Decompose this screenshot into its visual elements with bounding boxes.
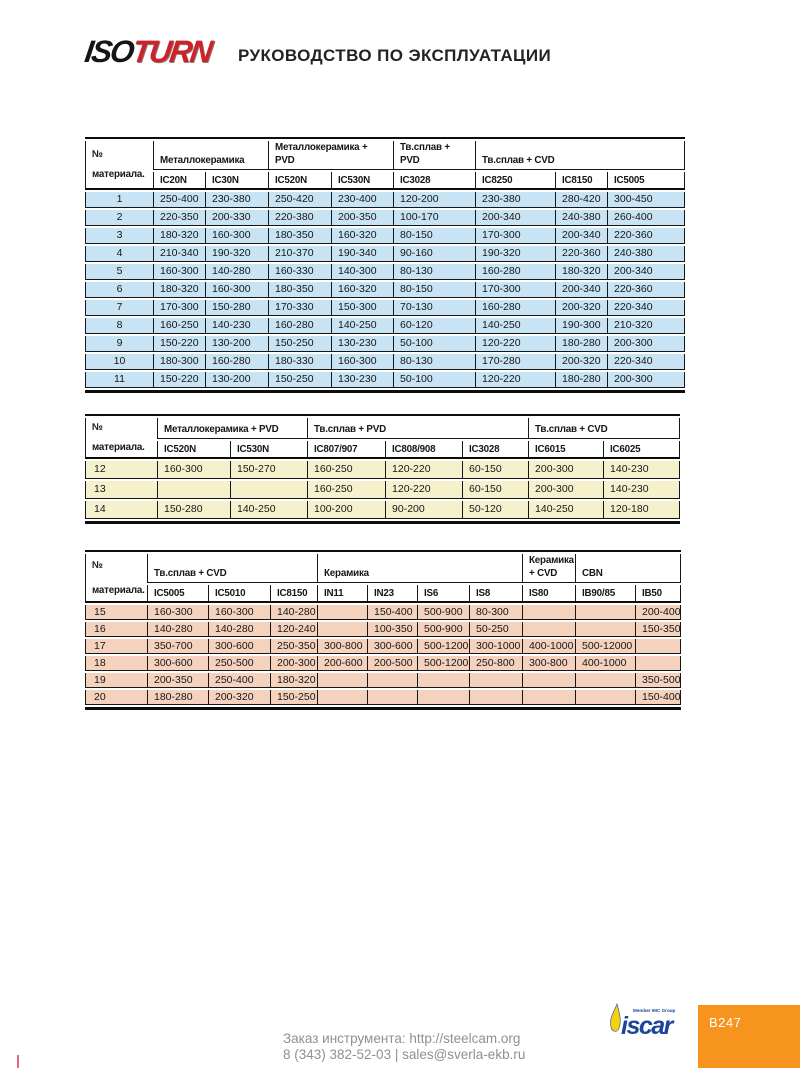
material-number: 15 bbox=[85, 605, 147, 620]
speed-range-cell: 180-280 bbox=[147, 690, 208, 705]
speed-range-cell: 180-320 bbox=[153, 228, 205, 244]
speed-range-cell: 80-150 bbox=[393, 228, 475, 244]
grade-header: IC530N bbox=[230, 441, 307, 459]
speed-range-cell: 210-370 bbox=[268, 246, 331, 262]
speed-range-cell: 150-280 bbox=[205, 300, 268, 316]
speed-range-cell: 80-300 bbox=[469, 605, 522, 620]
table-row bbox=[85, 192, 685, 208]
speed-range-cell: 160-320 bbox=[331, 282, 393, 298]
row-header-line: материала. bbox=[92, 169, 145, 180]
speed-range-cell: 160-300 bbox=[331, 354, 393, 370]
speed-range-cell: 100-170 bbox=[393, 210, 475, 226]
table-row bbox=[85, 639, 681, 654]
speed-range-cell: 140-230 bbox=[205, 318, 268, 334]
speed-range-cell: 50-100 bbox=[393, 372, 475, 388]
speed-range-cell: 160-280 bbox=[475, 264, 555, 280]
speed-range-cell bbox=[157, 481, 230, 499]
grade-header: IC520N bbox=[268, 172, 331, 190]
speed-range-cell: 250-800 bbox=[469, 656, 522, 671]
speed-range-cell bbox=[469, 673, 522, 688]
speed-range-cell: 120-220 bbox=[475, 336, 555, 352]
speed-range-cell: 140-280 bbox=[205, 264, 268, 280]
grade-header: IB90/85 bbox=[575, 585, 635, 603]
speed-range-cell: 180-280 bbox=[555, 372, 607, 388]
page-number: B247 bbox=[709, 1015, 742, 1030]
table-row bbox=[85, 264, 685, 280]
speed-range-cell: 80-150 bbox=[393, 282, 475, 298]
row-header bbox=[85, 418, 157, 459]
speed-range-cell: 70-130 bbox=[393, 300, 475, 316]
group-header: Тв.сплав + PVD bbox=[393, 141, 475, 170]
material-number: 8 bbox=[85, 318, 153, 334]
material-number: 20 bbox=[85, 690, 147, 705]
table-row bbox=[85, 228, 685, 244]
speed-range-cell: 200-300 bbox=[607, 372, 685, 388]
flame-icon bbox=[611, 1004, 621, 1031]
table-row bbox=[85, 690, 681, 705]
speed-range-cell bbox=[230, 481, 307, 499]
material-number: 5 bbox=[85, 264, 153, 280]
speed-range-cell: 200-350 bbox=[331, 210, 393, 226]
speed-range-cell: 190-320 bbox=[205, 246, 268, 262]
speed-range-cell: 160-300 bbox=[153, 264, 205, 280]
speed-range-cell: 100-200 bbox=[307, 501, 385, 519]
speed-range-cell: 180-330 bbox=[268, 354, 331, 370]
speed-range-cell: 150-250 bbox=[268, 372, 331, 388]
speed-range-cell: 80-130 bbox=[393, 354, 475, 370]
group-header: Тв.сплав + CVD bbox=[147, 554, 317, 583]
group-header: Тв.сплав + PVD bbox=[307, 418, 528, 439]
table-row bbox=[85, 501, 680, 519]
material-number: 10 bbox=[85, 354, 153, 370]
iscar-wordmark: iscar bbox=[621, 1012, 672, 1040]
speed-range-cell: 140-250 bbox=[475, 318, 555, 334]
speed-range-cell: 200-300 bbox=[270, 656, 317, 671]
speed-range-cell: 150-250 bbox=[268, 336, 331, 352]
speed-range-cell: 210-340 bbox=[153, 246, 205, 262]
speed-range-cell: 140-280 bbox=[147, 622, 208, 637]
speed-range-cell: 200-340 bbox=[555, 228, 607, 244]
speed-range-cell: 150-280 bbox=[157, 501, 230, 519]
speed-range-cell: 90-160 bbox=[393, 246, 475, 262]
speed-range-cell: 160-250 bbox=[307, 481, 385, 499]
speed-range-cell: 150-350 bbox=[635, 622, 681, 637]
speed-range-cell bbox=[522, 605, 575, 620]
speed-range-cell: 140-230 bbox=[603, 481, 680, 499]
grade-header: IC6025 bbox=[603, 441, 680, 459]
speed-range-cell bbox=[367, 690, 417, 705]
group-header: Металлокерамика + PVD bbox=[268, 141, 393, 170]
speed-range-cell: 400-1000 bbox=[575, 656, 635, 671]
speed-range-cell: 160-330 bbox=[268, 264, 331, 280]
speed-range-cell: 220-350 bbox=[153, 210, 205, 226]
material-number: 4 bbox=[85, 246, 153, 262]
row-header-line: материала. bbox=[92, 442, 145, 453]
speed-range-cell: 160-280 bbox=[268, 318, 331, 334]
group-header: Керамика bbox=[317, 554, 522, 583]
speed-range-cell bbox=[317, 622, 367, 637]
row-header-line: материала. bbox=[92, 584, 145, 596]
speed-range-cell: 500-1200 bbox=[417, 639, 469, 654]
table-row bbox=[85, 622, 681, 637]
speed-range-cell: 200-340 bbox=[607, 264, 685, 280]
grade-header: IC807/907 bbox=[307, 441, 385, 459]
table-row bbox=[85, 318, 685, 334]
material-number: 18 bbox=[85, 656, 147, 671]
speed-range-cell: 160-280 bbox=[475, 300, 555, 316]
speed-range-cell: 50-100 bbox=[393, 336, 475, 352]
speed-range-cell: 200-320 bbox=[555, 354, 607, 370]
speed-table-2 bbox=[85, 414, 680, 524]
grade-header: IS80 bbox=[522, 585, 575, 603]
brand-logo bbox=[82, 34, 213, 70]
grade-header: IC808/908 bbox=[385, 441, 462, 459]
speed-range-cell bbox=[317, 673, 367, 688]
material-number: 1 bbox=[85, 192, 153, 208]
row-header bbox=[85, 141, 153, 190]
speed-range-cell bbox=[317, 605, 367, 620]
material-number: 16 bbox=[85, 622, 147, 637]
footer-contact-block bbox=[283, 1031, 525, 1063]
speed-range-cell bbox=[575, 690, 635, 705]
speed-table-3 bbox=[85, 550, 681, 710]
speed-range-cell: 150-400 bbox=[367, 605, 417, 620]
grade-header: IC8150 bbox=[270, 585, 317, 603]
speed-range-cell: 50-250 bbox=[469, 622, 522, 637]
speed-range-cell: 220-360 bbox=[555, 246, 607, 262]
iscar-logo-graphic bbox=[606, 1001, 690, 1045]
row-header-line: № bbox=[92, 559, 103, 571]
speed-range-cell bbox=[635, 656, 681, 671]
grade-header: IN23 bbox=[367, 585, 417, 603]
speed-range-cell: 250-400 bbox=[153, 192, 205, 208]
speed-range-cell bbox=[575, 605, 635, 620]
speed-range-cell: 200-350 bbox=[147, 673, 208, 688]
grade-header: IS6 bbox=[417, 585, 469, 603]
material-number: 19 bbox=[85, 673, 147, 688]
speed-range-cell: 200-320 bbox=[208, 690, 270, 705]
speed-range-cell: 210-320 bbox=[607, 318, 685, 334]
brand-logo-iso: ISO bbox=[82, 34, 135, 69]
speed-range-cell: 160-250 bbox=[153, 318, 205, 334]
speed-range-cell: 160-300 bbox=[208, 605, 270, 620]
speed-range-cell: 200-400 bbox=[635, 605, 681, 620]
speed-range-cell bbox=[522, 673, 575, 688]
speed-range-cell: 200-300 bbox=[528, 481, 603, 499]
speed-range-cell: 160-300 bbox=[157, 461, 230, 479]
speed-range-cell: 350-700 bbox=[147, 639, 208, 654]
group-header: Тв.сплав + CVD bbox=[528, 418, 680, 439]
speed-range-cell: 190-300 bbox=[555, 318, 607, 334]
grade-header: IB50 bbox=[635, 585, 681, 603]
row-header-line: № bbox=[92, 149, 103, 160]
speed-range-cell: 130-230 bbox=[331, 372, 393, 388]
grade-header: IC5005 bbox=[607, 172, 685, 190]
speed-range-cell: 230-400 bbox=[331, 192, 393, 208]
speed-range-cell: 230-380 bbox=[475, 192, 555, 208]
speed-range-cell bbox=[575, 673, 635, 688]
speed-range-cell: 190-340 bbox=[331, 246, 393, 262]
table-row bbox=[85, 246, 685, 262]
speed-range-cell: 120-240 bbox=[270, 622, 317, 637]
grade-header: IS8 bbox=[469, 585, 522, 603]
speed-range-cell: 120-220 bbox=[385, 461, 462, 479]
speed-range-cell: 220-360 bbox=[607, 228, 685, 244]
table-row bbox=[85, 336, 685, 352]
speed-range-cell: 80-130 bbox=[393, 264, 475, 280]
speed-range-cell: 250-500 bbox=[208, 656, 270, 671]
speed-range-cell bbox=[635, 639, 681, 654]
speed-range-cell: 120-220 bbox=[385, 481, 462, 499]
speed-range-cell: 130-230 bbox=[331, 336, 393, 352]
material-number: 7 bbox=[85, 300, 153, 316]
speed-range-cell: 160-250 bbox=[307, 461, 385, 479]
speed-range-cell: 300-600 bbox=[147, 656, 208, 671]
grade-header: IC30N bbox=[205, 172, 268, 190]
speed-range-cell bbox=[522, 622, 575, 637]
speed-range-cell: 400-1000 bbox=[522, 639, 575, 654]
speed-range-cell: 200-600 bbox=[317, 656, 367, 671]
speed-range-cell: 170-300 bbox=[475, 228, 555, 244]
speed-range-cell: 60-150 bbox=[462, 461, 528, 479]
speed-range-cell: 180-320 bbox=[153, 282, 205, 298]
speed-range-cell: 160-300 bbox=[205, 282, 268, 298]
footer-contact-line: 8 (343) 382-52-03 | sales@sverla-ekb.ru bbox=[283, 1047, 526, 1062]
row-header-line: № bbox=[92, 422, 103, 433]
group-header: CBN bbox=[575, 554, 681, 583]
speed-range-cell: 140-230 bbox=[603, 461, 680, 479]
speed-range-cell: 220-340 bbox=[607, 300, 685, 316]
iscar-member-text: Member IMC Group bbox=[633, 1008, 676, 1013]
speed-range-cell: 300-1000 bbox=[469, 639, 522, 654]
speed-range-cell bbox=[317, 690, 367, 705]
row-header bbox=[85, 554, 147, 603]
speed-range-cell: 50-120 bbox=[462, 501, 528, 519]
material-number: 6 bbox=[85, 282, 153, 298]
grade-header: IC3028 bbox=[462, 441, 528, 459]
material-number: 2 bbox=[85, 210, 153, 226]
speed-range-cell: 140-280 bbox=[208, 622, 270, 637]
speed-range-cell: 500-900 bbox=[417, 622, 469, 637]
table-row bbox=[85, 605, 681, 620]
footer-order-line: Заказ инструмента: http://steelcam.org bbox=[283, 1031, 521, 1046]
speed-range-cell: 180-320 bbox=[555, 264, 607, 280]
speed-range-cell: 130-200 bbox=[205, 372, 268, 388]
table-row bbox=[85, 673, 681, 688]
speed-range-cell: 150-220 bbox=[153, 372, 205, 388]
speed-range-cell: 130-200 bbox=[205, 336, 268, 352]
crop-mark bbox=[17, 1055, 19, 1068]
speed-range-cell: 90-200 bbox=[385, 501, 462, 519]
speed-range-cell: 170-330 bbox=[268, 300, 331, 316]
speed-range-cell: 120-200 bbox=[393, 192, 475, 208]
speed-range-cell: 120-220 bbox=[475, 372, 555, 388]
speed-range-cell: 140-300 bbox=[331, 264, 393, 280]
material-number: 11 bbox=[85, 372, 153, 388]
speed-range-cell: 230-380 bbox=[205, 192, 268, 208]
material-number: 12 bbox=[85, 461, 157, 479]
brand-logo-turn: TURN bbox=[130, 34, 214, 69]
material-number: 3 bbox=[85, 228, 153, 244]
grade-header: IC6015 bbox=[528, 441, 603, 459]
speed-range-cell: 180-280 bbox=[555, 336, 607, 352]
speed-range-cell: 180-300 bbox=[153, 354, 205, 370]
speed-range-cell: 200-320 bbox=[555, 300, 607, 316]
table-row bbox=[85, 481, 680, 499]
speed-range-cell: 260-400 bbox=[607, 210, 685, 226]
speed-range-cell bbox=[522, 690, 575, 705]
speed-range-cell: 160-320 bbox=[331, 228, 393, 244]
grade-header: IC520N bbox=[157, 441, 230, 459]
speed-range-cell: 220-340 bbox=[607, 354, 685, 370]
speed-range-cell: 500-12000 bbox=[575, 639, 635, 654]
page-number-badge bbox=[698, 1005, 800, 1068]
speed-range-cell: 150-250 bbox=[270, 690, 317, 705]
speed-range-cell: 280-420 bbox=[555, 192, 607, 208]
table-row bbox=[85, 372, 685, 388]
grade-header: IC530N bbox=[331, 172, 393, 190]
speed-range-cell: 150-270 bbox=[230, 461, 307, 479]
speed-table-1 bbox=[85, 137, 685, 393]
table-row bbox=[85, 354, 685, 370]
speed-range-cell: 220-360 bbox=[607, 282, 685, 298]
page-title: РУКОВОДСТВО ПО ЭКСПЛУАТАЦИИ bbox=[238, 46, 552, 65]
speed-range-cell: 140-250 bbox=[230, 501, 307, 519]
speed-range-cell: 200-340 bbox=[475, 210, 555, 226]
group-header: Керамика + CVD bbox=[522, 554, 575, 583]
speed-range-cell: 150-300 bbox=[331, 300, 393, 316]
speed-range-cell: 250-350 bbox=[270, 639, 317, 654]
speed-range-cell: 160-300 bbox=[147, 605, 208, 620]
speed-range-cell: 180-320 bbox=[270, 673, 317, 688]
speed-range-cell: 350-500 bbox=[635, 673, 681, 688]
speed-range-cell: 200-300 bbox=[528, 461, 603, 479]
material-number: 13 bbox=[85, 481, 157, 499]
material-number: 17 bbox=[85, 639, 147, 654]
speed-range-cell bbox=[417, 673, 469, 688]
grade-header: IN11 bbox=[317, 585, 367, 603]
speed-range-cell: 170-300 bbox=[475, 282, 555, 298]
material-number: 14 bbox=[85, 501, 157, 519]
speed-range-cell: 100-350 bbox=[367, 622, 417, 637]
speed-range-cell: 160-280 bbox=[205, 354, 268, 370]
speed-range-cell bbox=[417, 690, 469, 705]
speed-range-cell: 300-800 bbox=[317, 639, 367, 654]
speed-range-cell: 240-380 bbox=[607, 246, 685, 262]
speed-range-cell: 240-380 bbox=[555, 210, 607, 226]
group-header: Тв.сплав + CVD bbox=[475, 141, 685, 170]
speed-range-cell: 170-280 bbox=[475, 354, 555, 370]
table-row bbox=[85, 300, 685, 316]
speed-range-cell: 180-350 bbox=[268, 228, 331, 244]
speed-range-cell: 300-600 bbox=[367, 639, 417, 654]
table-row bbox=[85, 656, 681, 671]
speed-range-cell: 200-300 bbox=[607, 336, 685, 352]
speed-range-cell: 300-600 bbox=[208, 639, 270, 654]
table-row bbox=[85, 282, 685, 298]
speed-range-cell: 500-1200 bbox=[417, 656, 469, 671]
grade-header: IC5005 bbox=[147, 585, 208, 603]
table-row bbox=[85, 461, 680, 479]
speed-range-cell: 60-150 bbox=[462, 481, 528, 499]
speed-range-cell: 300-800 bbox=[522, 656, 575, 671]
speed-range-cell: 250-420 bbox=[268, 192, 331, 208]
speed-range-cell: 200-500 bbox=[367, 656, 417, 671]
speed-range-cell: 200-330 bbox=[205, 210, 268, 226]
speed-range-cell bbox=[469, 690, 522, 705]
material-number: 9 bbox=[85, 336, 153, 352]
grade-header: IC5010 bbox=[208, 585, 270, 603]
speed-range-cell: 170-300 bbox=[153, 300, 205, 316]
speed-range-cell: 200-340 bbox=[555, 282, 607, 298]
speed-range-cell bbox=[367, 673, 417, 688]
grade-header: IC20N bbox=[153, 172, 205, 190]
table-row bbox=[85, 210, 685, 226]
speed-range-cell: 140-250 bbox=[528, 501, 603, 519]
speed-range-cell bbox=[575, 622, 635, 637]
speed-range-cell: 60-120 bbox=[393, 318, 475, 334]
speed-range-cell: 250-400 bbox=[208, 673, 270, 688]
speed-range-cell: 500-900 bbox=[417, 605, 469, 620]
speed-range-cell: 120-180 bbox=[603, 501, 680, 519]
speed-range-cell: 190-320 bbox=[475, 246, 555, 262]
speed-range-cell: 300-450 bbox=[607, 192, 685, 208]
speed-range-cell: 150-220 bbox=[153, 336, 205, 352]
grade-header: IC8150 bbox=[555, 172, 607, 190]
speed-range-cell: 150-400 bbox=[635, 690, 681, 705]
group-header: Металлокерамика + PVD bbox=[157, 418, 307, 439]
iscar-logo bbox=[606, 1001, 690, 1045]
speed-range-cell: 160-300 bbox=[205, 228, 268, 244]
group-header: Металлокерамика bbox=[153, 141, 268, 170]
grade-header: IC8250 bbox=[475, 172, 555, 190]
grade-header: IC3028 bbox=[393, 172, 475, 190]
speed-range-cell: 140-280 bbox=[270, 605, 317, 620]
speed-range-cell: 220-380 bbox=[268, 210, 331, 226]
speed-range-cell: 140-250 bbox=[331, 318, 393, 334]
speed-range-cell: 180-350 bbox=[268, 282, 331, 298]
